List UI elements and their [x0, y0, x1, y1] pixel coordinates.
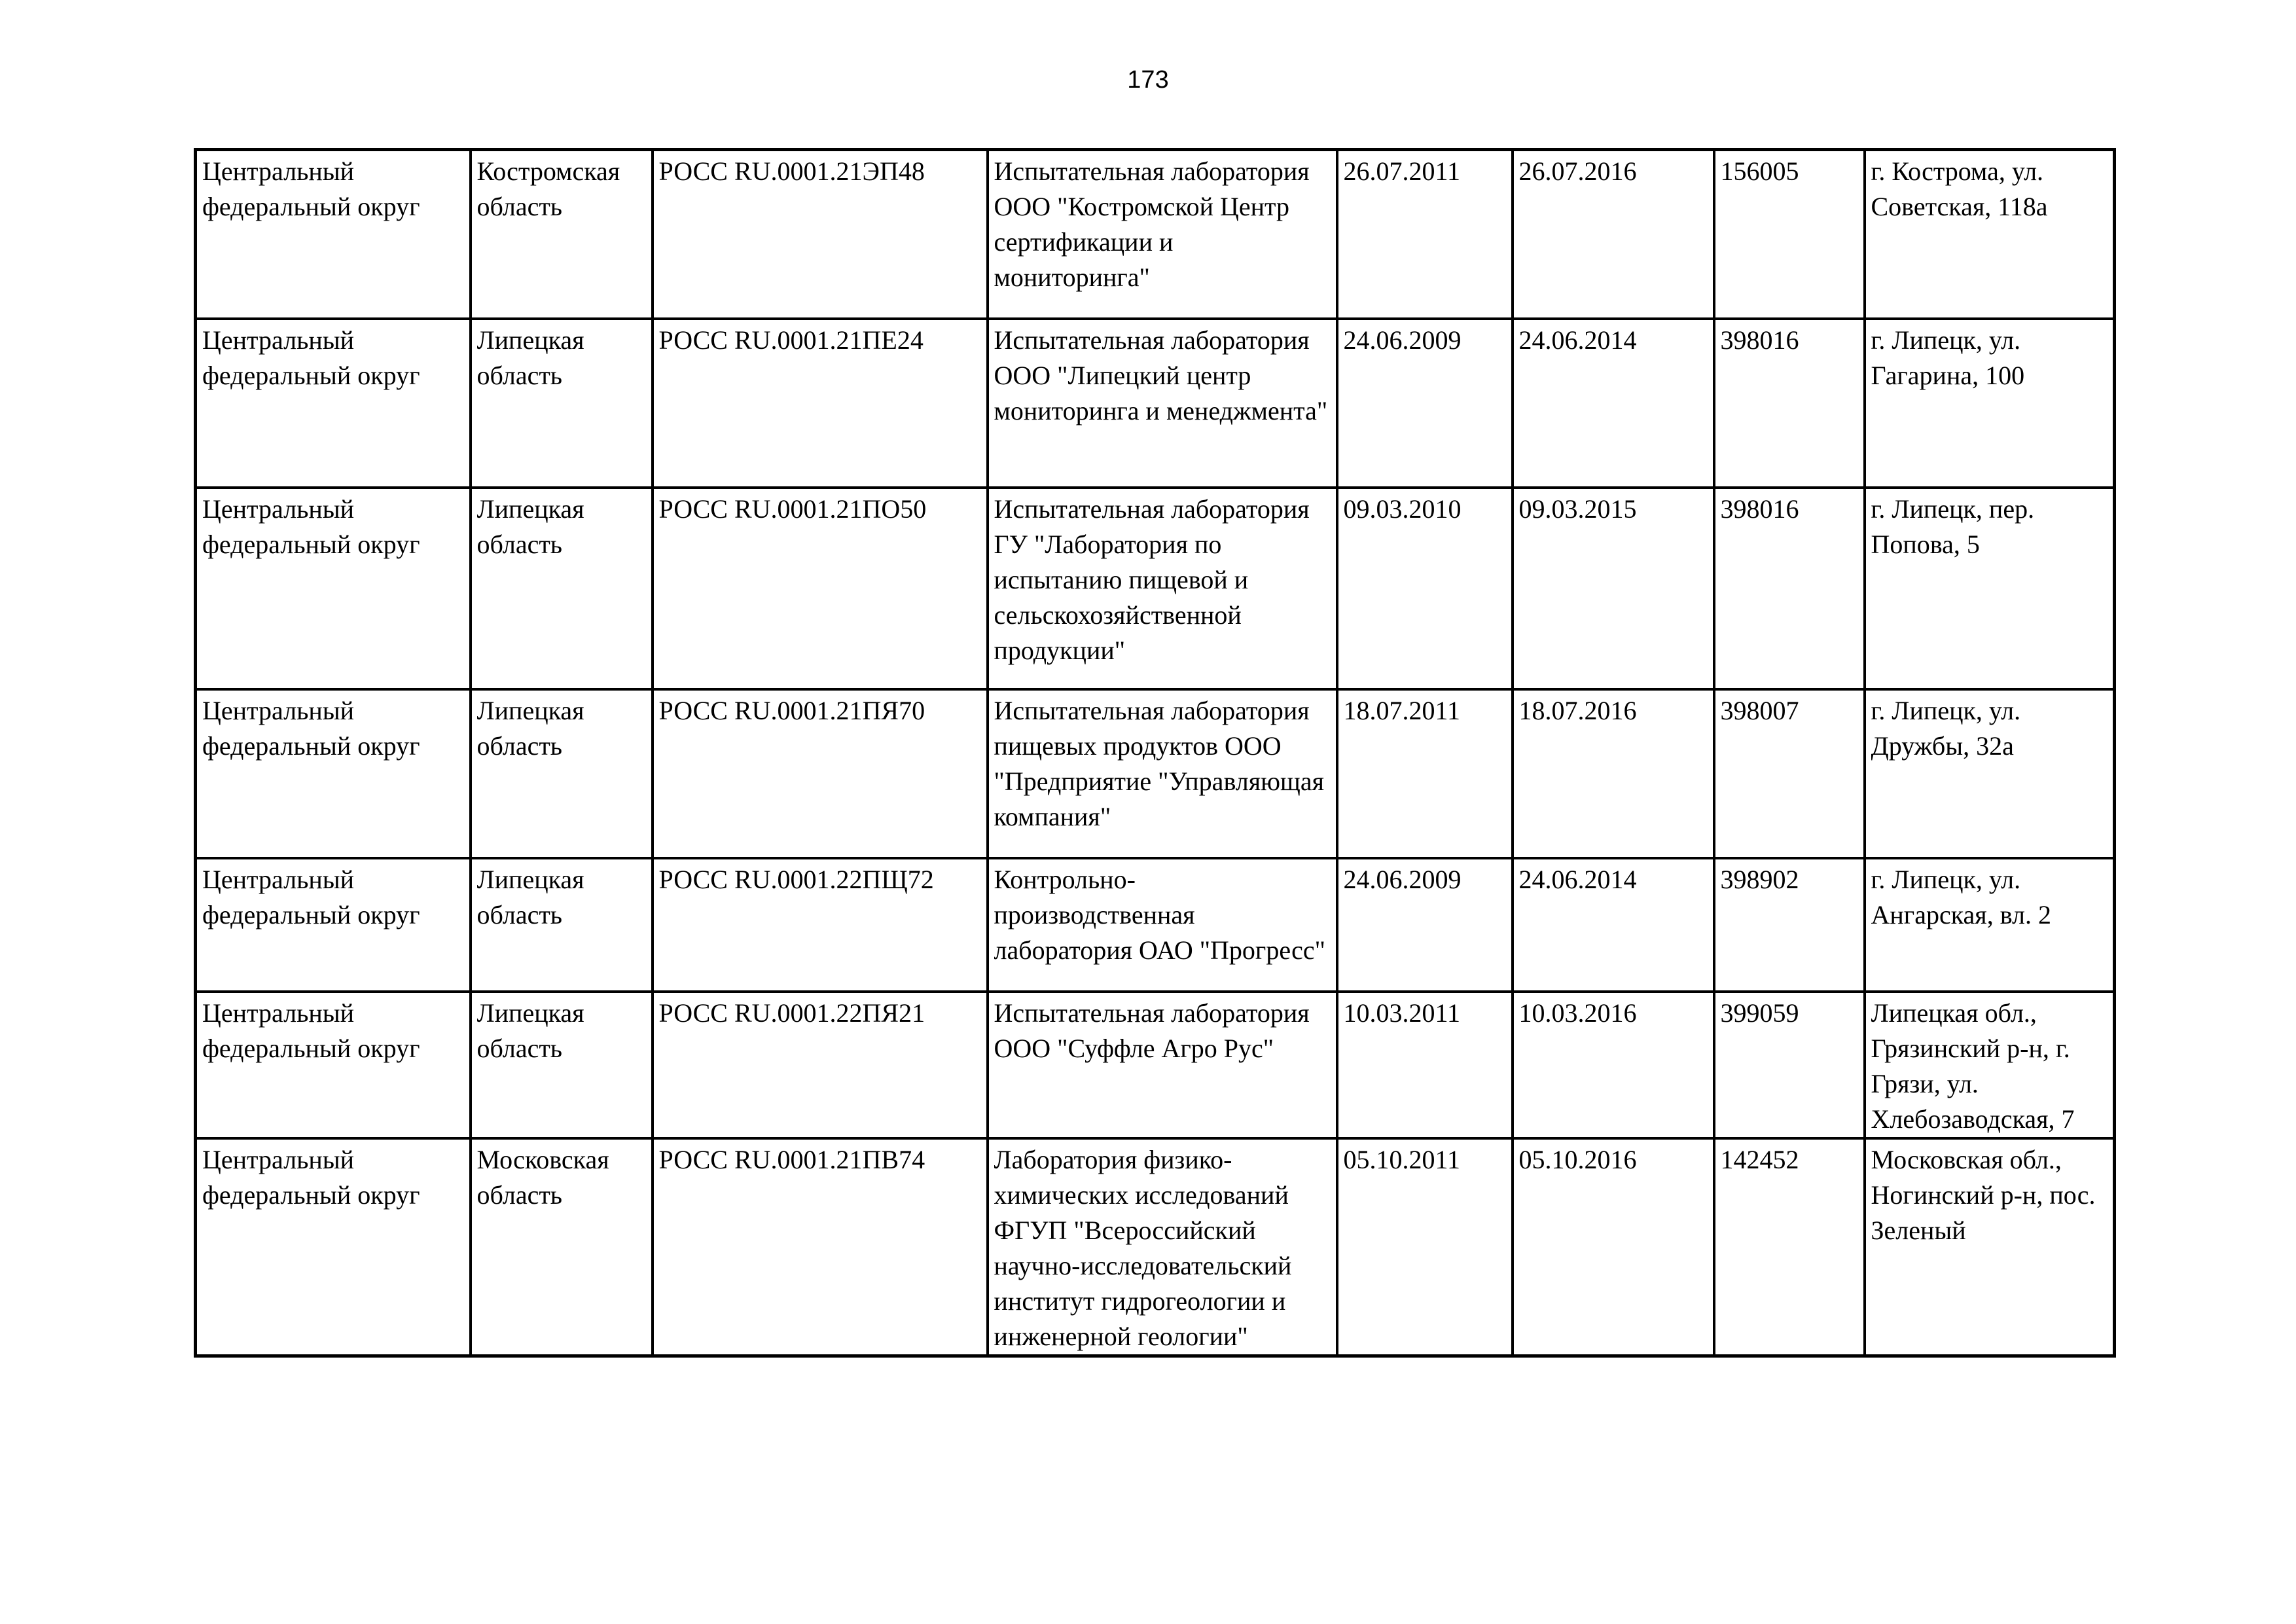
- date-to-cell: 10.03.2016: [1513, 992, 1714, 1138]
- table-row: [196, 319, 2115, 488]
- date-from-cell: 10.03.2011: [1337, 992, 1513, 1138]
- postcode-cell: 398007: [1714, 689, 1865, 858]
- postcode-cell: 399059: [1714, 992, 1865, 1138]
- reg-number-cell: РОСС RU.0001.21ЭП48: [653, 150, 988, 319]
- address-cell: г. Липецк, пер. Попова, 5: [1865, 488, 2115, 689]
- table-row: [196, 488, 2115, 689]
- date-from-cell: 05.10.2011: [1337, 1138, 1513, 1356]
- date-to-cell: 18.07.2016: [1513, 689, 1714, 858]
- date-to-cell: 09.03.2015: [1513, 488, 1714, 689]
- date-from-cell: 24.06.2009: [1337, 319, 1513, 488]
- district-cell: Центральный федеральный округ: [196, 1138, 471, 1356]
- district-cell: Центральный федеральный округ: [196, 992, 471, 1138]
- accreditation-registry-table: [194, 148, 2116, 1358]
- lab-name-cell: Лаборатория физико-химических исследований ФГУП "Всероссийский научно-исследовательский институт гидрогеологии и инженерной геологии": [988, 1138, 1337, 1356]
- reg-number-cell: РОСС RU.0001.21ПО50: [653, 488, 988, 689]
- district-cell: Центральный федеральный округ: [196, 689, 471, 858]
- region-cell: Костромская область: [471, 150, 653, 319]
- address-cell: г. Липецк, ул. Гагарина, 100: [1865, 319, 2115, 488]
- table-row: [196, 689, 2115, 858]
- table-row: [196, 150, 2115, 319]
- lab-name-cell: Испытательная лаборатория пищевых продуктов ООО "Предприятие "Управляющая компания": [988, 689, 1337, 858]
- table-row: [196, 858, 2115, 992]
- date-to-cell: 05.10.2016: [1513, 1138, 1714, 1356]
- reg-number-cell: РОСС RU.0001.21ПВ74: [653, 1138, 988, 1356]
- lab-name-cell: Испытательная лаборатория ООО "Костромской Центр сертификации и мониторинга": [988, 150, 1337, 319]
- date-from-cell: 24.06.2009: [1337, 858, 1513, 992]
- address-cell: Московская обл., Ногинский р-н, пос. Зеленый: [1865, 1138, 2115, 1356]
- postcode-cell: 142452: [1714, 1138, 1865, 1356]
- region-cell: Липецкая область: [471, 319, 653, 488]
- address-cell: Липецкая обл., Грязинский р-н, г. Грязи, ул. Хлебозаводская, 7: [1865, 992, 2115, 1138]
- district-cell: Центральный федеральный округ: [196, 488, 471, 689]
- table-row: [196, 992, 2115, 1138]
- page-number: 173: [1127, 66, 1169, 94]
- date-from-cell: 18.07.2011: [1337, 689, 1513, 858]
- address-cell: г. Липецк, ул. Дружбы, 32а: [1865, 689, 2115, 858]
- region-cell: Липецкая область: [471, 689, 653, 858]
- date-from-cell: 26.07.2011: [1337, 150, 1513, 319]
- district-cell: Центральный федеральный округ: [196, 858, 471, 992]
- region-cell: Московская область: [471, 1138, 653, 1356]
- date-to-cell: 26.07.2016: [1513, 150, 1714, 319]
- table-row: [196, 1138, 2115, 1356]
- postcode-cell: 156005: [1714, 150, 1865, 319]
- reg-number-cell: РОСС RU.0001.22ПЯ21: [653, 992, 988, 1138]
- postcode-cell: 398016: [1714, 488, 1865, 689]
- lab-name-cell: Испытательная лаборатория ООО "Липецкий центр мониторинга и менеджмента": [988, 319, 1337, 488]
- date-to-cell: 24.06.2014: [1513, 319, 1714, 488]
- lab-name-cell: Испытательная лаборатория ГУ "Лаборатория по испытанию пищевой и сельскохозяйственной продукции": [988, 488, 1337, 689]
- lab-name-cell: Контрольно-производственная лаборатория ОАО "Прогресс": [988, 858, 1337, 992]
- region-cell: Липецкая область: [471, 488, 653, 689]
- reg-number-cell: РОСС RU.0001.21ПЕ24: [653, 319, 988, 488]
- date-to-cell: 24.06.2014: [1513, 858, 1714, 992]
- reg-number-cell: РОСС RU.0001.21ПЯ70: [653, 689, 988, 858]
- reg-number-cell: РОСС RU.0001.22ПЩ72: [653, 858, 988, 992]
- region-cell: Липецкая область: [471, 992, 653, 1138]
- address-cell: г. Липецк, ул. Ангарская, вл. 2: [1865, 858, 2115, 992]
- district-cell: Центральный федеральный округ: [196, 150, 471, 319]
- district-cell: Центральный федеральный округ: [196, 319, 471, 488]
- region-cell: Липецкая область: [471, 858, 653, 992]
- address-cell: г. Кострома, ул. Советская, 118а: [1865, 150, 2115, 319]
- postcode-cell: 398902: [1714, 858, 1865, 992]
- date-from-cell: 09.03.2010: [1337, 488, 1513, 689]
- lab-name-cell: Испытательная лаборатория ООО "Суффле Агро Рус": [988, 992, 1337, 1138]
- postcode-cell: 398016: [1714, 319, 1865, 488]
